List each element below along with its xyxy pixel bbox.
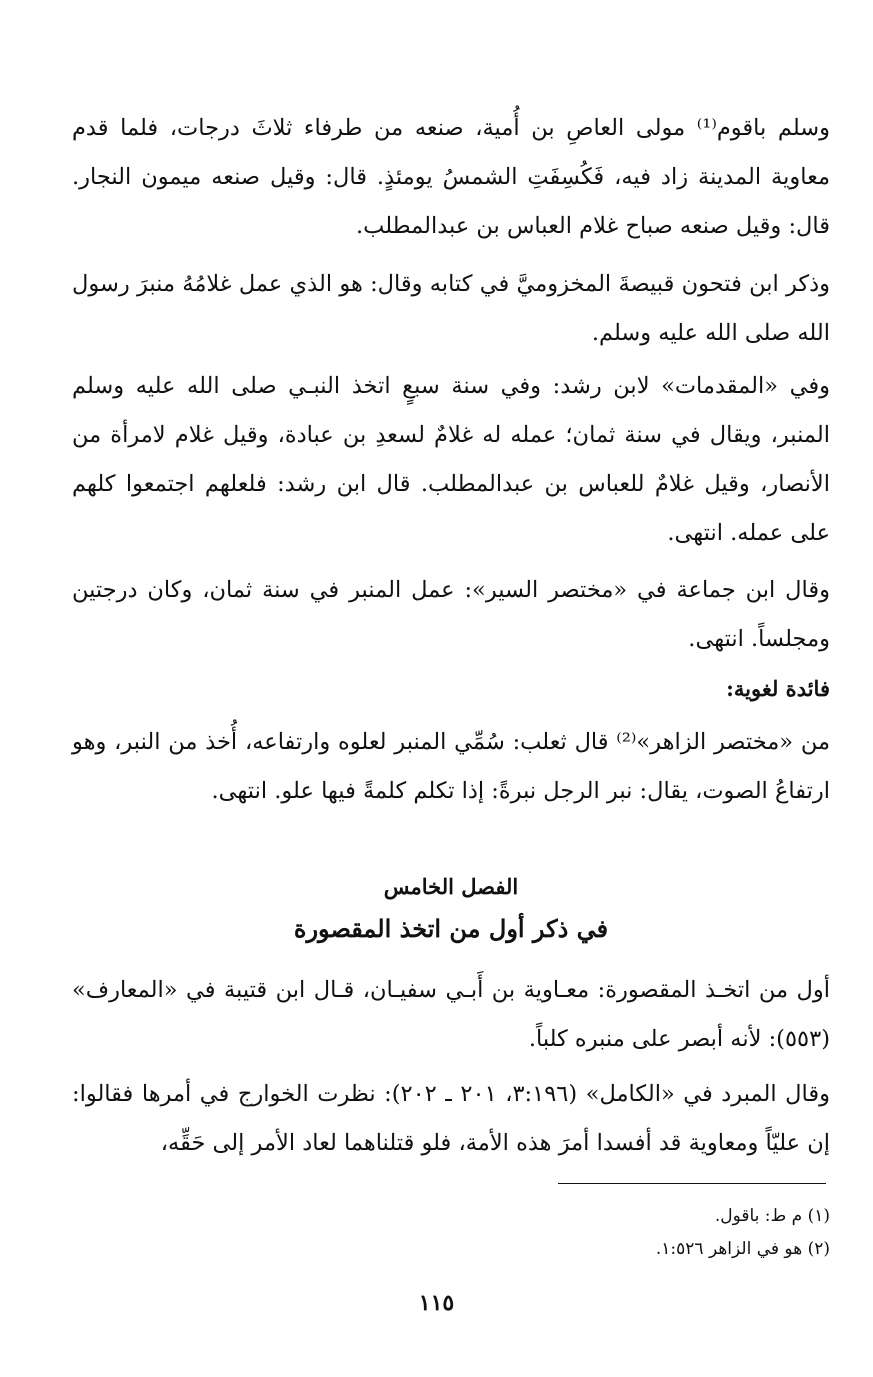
paragraph-mubarrad-kamil: وقال المبرد في «الكامل» (٣:١٩٦، ٢٠١ ـ ٢٠٢): نظرت الخوارج في أمرها فقالوا: إن عليّاً ومعاوية قد أفسدا أمرَ هذه الأمة، فلو قتلناهما لعاد الأمر إلى حَقِّه، xyxy=(72,1081,830,1156)
footnote-2: (٢) هو في الزاهر ١:٥٢٦. xyxy=(655,1239,830,1259)
chapter-number: الفصل الخامس xyxy=(383,874,519,899)
paragraph-mimbar-origin: وسلم باقوم⁽¹⁾ مولى العاصِ بن أُمية، صنعه من طرفاء ثلاثَ درجات، فلما قدم معاوية المدينة زاد فيه، فَكُسِفَتِ الشمسُ يومئذٍ. قال: وقيل صنعه ميمون النجار. قال: وقيل صنعه صباح غلام العباس بن عبدالمطلب. xyxy=(72,115,831,239)
paragraph-ibn-jamaah: وقال ابن جماعة في «مختصر السير»: عمل المنبر في سنة ثمان، وكان درجتين ومجلساً. انتهى. xyxy=(72,577,830,652)
paragraph-muqaddimat: وفي «المقدمات» لابن رشد: وفي سنة سبعٍ اتخذ النبـي صلى الله عليه وسلم المنبر، ويقال في سنة ثمان؛ عمله له غلامٌ لسعدِ بن عبادة، وقيل غلام لامرأة من الأنصار، وقيل غلامٌ للعباس بن عبدالمطلب. قال ابن رشد: فلعلهم اجتمعوا كلهم على عمله. انتهى. xyxy=(72,373,830,546)
paragraph-maqsura-first: أول من اتخـذ المقصورة: معـاوية بن أَبـي سفيـان، قـال ابن قتيبة في «المعارف» (٥٥٣): لأنه أبصر على منبره كلباً. xyxy=(72,977,830,1052)
footnote-1: (١) م ط: باقول. xyxy=(714,1206,830,1226)
paragraph-lughawiya: من «مختصر الزاهر»⁽²⁾ قال ثعلب: سُمِّي المنبر لعلوه وارتفاعه، أُخذ من النبر، وهو ارتفاعُ الصوت، يقال: نبر الرجل نبرةً: إذا تكلم كلمةً فيها علو. انتهى. xyxy=(72,729,831,804)
chapter-title: في ذكر أول من اتخذ المقصورة xyxy=(293,914,609,943)
footnote-divider xyxy=(558,1183,826,1184)
page-number: ١١٥ xyxy=(418,1290,455,1316)
fawaid-heading: فائدة لغوية: xyxy=(726,676,830,701)
paragraph-ibn-fathun: وذكر ابن فتحون قبيصةَ المخزوميَّ في كتابه وقال: هو الذي عمل غلامُهُ منبرَ رسول الله صلى الله عليه وسلم. xyxy=(72,271,830,346)
